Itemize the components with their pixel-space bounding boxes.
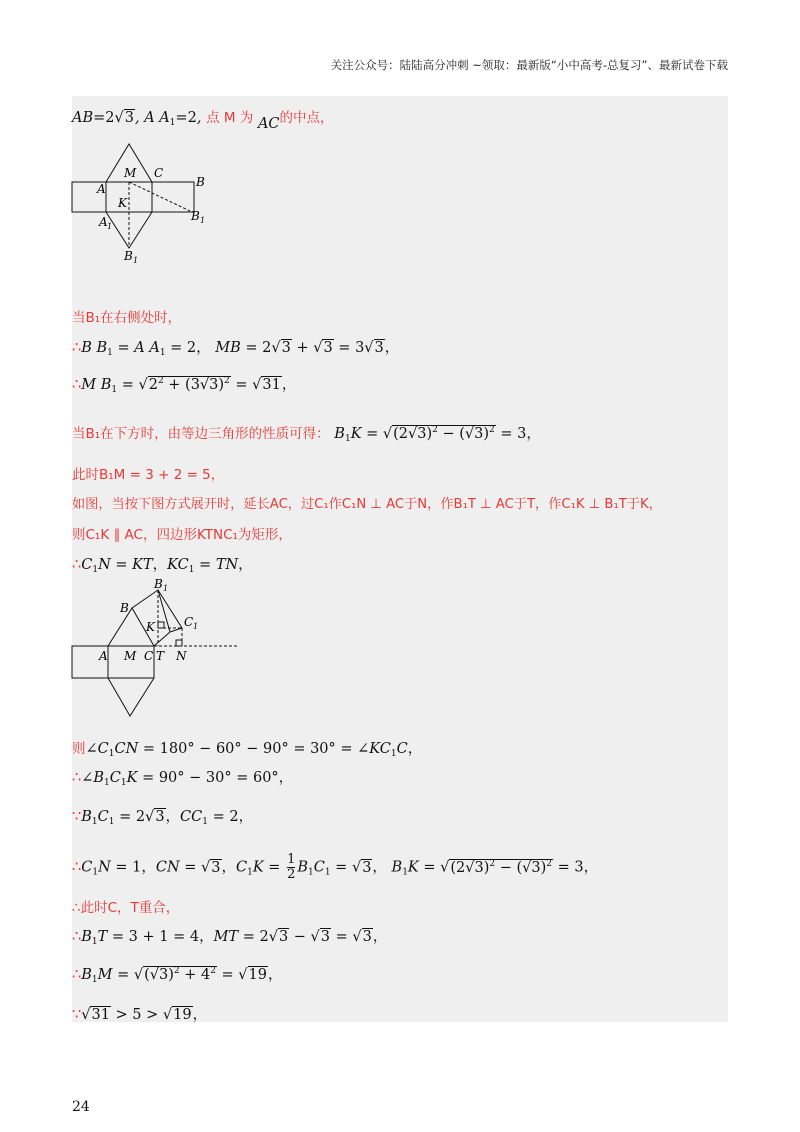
svg-text:M: M	[124, 166, 137, 180]
svg-text:1: 1	[133, 256, 139, 265]
page-number: 24	[72, 1099, 90, 1115]
svg-text:1: 1	[107, 222, 113, 231]
svg-text:A: A	[97, 182, 106, 196]
svg-text:T: T	[156, 649, 165, 663]
angle-line-2: $\therefore\angle B_1C_1K = 90^\circ - 30^\circ = 60^\circ$，	[72, 770, 294, 788]
case-below-line: 当B₁在下方时，由等边三角形的性质可得： $B_1K = √(2√3)^2 - (√3)^2 = 3$，	[72, 425, 541, 444]
svg-text:1: 1	[193, 622, 199, 631]
result-b1m: 此时B₁M = 3 + 2 = 5，	[72, 467, 225, 483]
b1t-line: $\therefore B_1T = 3 + 1 = 4$，MT = 2√3 − √3 = √3，	[72, 929, 388, 947]
svg-text:C: C	[154, 166, 164, 180]
net-figure-unfolded	[66, 578, 246, 720]
page-header: 关注公众号：陆陆高分冲刺 ~领取：最新版“小中高考-总复习”、最新试卷下载	[330, 58, 728, 72]
rectangle-text: 则C₁K ∥ AC，四边形KTNC₁为矩形，	[72, 527, 292, 543]
angle-line-1: 则$\angle C_1CN = 180^\circ - 60^\circ - 90^\circ = 30^\circ$ = $\angle KC_1C$，	[72, 741, 423, 759]
net-figure-right	[66, 138, 216, 270]
svg-text:A: A	[99, 215, 108, 229]
calc-line-mb1: ∴M $B_1 = √2^2 + (3√3)^2 = √31$，	[72, 376, 297, 395]
given-midpoint-tail: 的中点，	[279, 110, 334, 126]
svg-text:C: C	[184, 615, 194, 629]
construction-text: 如图，当按下图方式展开时，延长AC，过C₁作C₁N ⊥ AC于N，作B₁T ⊥ AC于T，作C₁K ⊥ B₁T于K，	[72, 497, 662, 512]
svg-text:N: N	[176, 649, 187, 663]
given-midpoint-text: 点 M 为	[206, 110, 254, 126]
case-right-heading: 当B₁在右侧处时，	[72, 310, 182, 326]
case-below-heading: 当B₁在下方时，由等边三角形的性质可得：	[72, 426, 330, 442]
svg-text:K: K	[118, 196, 127, 210]
equal-segments-line: $\therefore C_1N$ = KT，$KC_1$ = TN，	[72, 557, 253, 575]
given-line: AB=2√3, A $A_1=2$, 点 M 为 AC的中点，	[72, 110, 334, 132]
svg-text:K: K	[146, 620, 155, 634]
coincide-line: ∴此时C，T重合，	[72, 900, 180, 916]
b1m-line: $\therefore B_1M = √(√3)^2 + 4^2 = √19$，	[72, 966, 283, 985]
compare-line: ∵√31 > 5 > √19，	[72, 1007, 208, 1023]
svg-text:B: B	[120, 601, 129, 615]
svg-text:B: B	[154, 578, 163, 591]
svg-text:C: C	[144, 649, 154, 663]
given-b1c1-line: $\because B_1C_1 = 2√3$，$CC_1 = 2$，	[72, 809, 254, 827]
svg-text:B: B	[196, 175, 205, 189]
svg-text:A: A	[99, 649, 108, 663]
svg-text:M: M	[124, 649, 137, 663]
calc-line-bb1: ∴B $B_1 = A$ $A_1 = 2$， MB = 2√3 + √3 = 3√3，	[72, 340, 400, 358]
svg-text:1: 1	[200, 216, 206, 225]
svg-text:1: 1	[163, 584, 169, 593]
svg-text:B: B	[191, 209, 200, 223]
svg-text:B: B	[124, 249, 133, 263]
lengths-line: $\therefore C_1N = 1$，CN = √3，$C_1K$ = $\frac{1}{2}$ $B_1C_1 = √3$， $B_1K = √(2√3)^2 - (√3)^2 = 3$，	[72, 852, 599, 882]
